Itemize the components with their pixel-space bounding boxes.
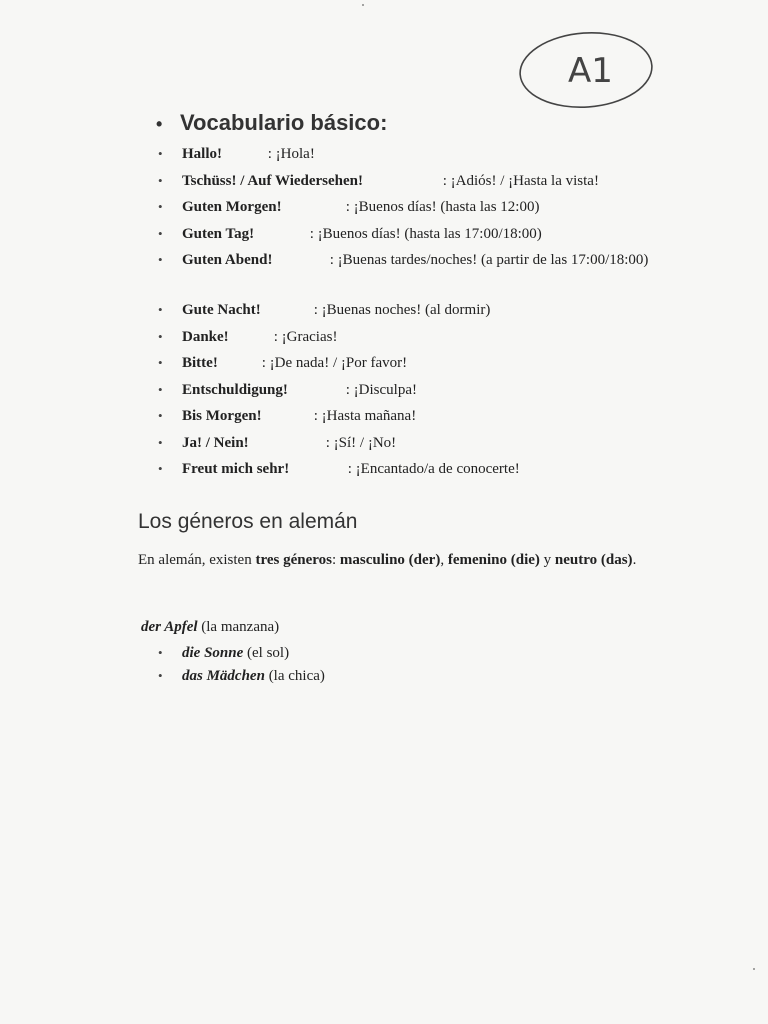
example-der xyxy=(141,619,279,636)
example-word: die Sonne xyxy=(182,645,244,661)
spanish-translation: : ¡Buenas tardes/noches! (a partir de las 17:00/18:00) xyxy=(329,252,649,268)
vocab-heading-text: Vocabulario básico: xyxy=(180,110,388,135)
german-term: Guten Morgen! xyxy=(182,199,282,215)
bullet-icon: • xyxy=(158,146,163,161)
german-term: Bitte! xyxy=(182,355,218,371)
spanish-translation: : ¡De nada! / ¡Por favor! xyxy=(261,355,408,371)
german-term: Guten Abend! xyxy=(182,252,273,268)
hand-drawn-circle-icon xyxy=(518,30,656,110)
bullet-icon: • xyxy=(158,668,163,683)
intro-text: , xyxy=(440,552,448,568)
bullet-icon: • xyxy=(158,172,163,188)
bullet-icon: • xyxy=(158,381,163,397)
spanish-translation: : ¡Buenos días! (hasta las 12:00) xyxy=(345,199,540,215)
scan-speck xyxy=(753,968,755,970)
vocab-heading xyxy=(156,110,387,136)
spanish-translation: : ¡Hasta mañana! xyxy=(313,408,417,424)
spanish-translation: : ¡Buenas noches! (al dormir) xyxy=(313,302,491,318)
genders-intro xyxy=(138,548,648,573)
example-word: der Apfel xyxy=(141,619,198,635)
level-badge-label: A1 xyxy=(568,51,613,91)
bullet-icon: • xyxy=(158,252,163,267)
level-badge xyxy=(518,30,656,110)
list-item xyxy=(156,326,676,353)
spanish-translation: : ¡Disculpa! xyxy=(345,381,417,398)
spanish-translation: : ¡Adiós! / ¡Hasta la vista! xyxy=(442,172,599,189)
german-term: Hallo! xyxy=(182,146,222,162)
spanish-translation: : ¡Encantado/a de conocerte! xyxy=(347,461,520,477)
example-meaning: (la manzana) xyxy=(197,619,280,635)
example-meaning: (el sol) xyxy=(243,645,290,661)
list-item xyxy=(156,143,676,170)
genders-heading: Los géneros en alemán xyxy=(138,510,358,533)
intro-bold: neutro (das) xyxy=(554,552,633,568)
example-list xyxy=(156,642,325,688)
intro-bold: masculino (der) xyxy=(339,552,441,568)
list-item xyxy=(156,223,676,250)
bullet-icon: • xyxy=(158,434,163,450)
german-term: Freut mich sehr! xyxy=(182,461,290,477)
bullet-icon: • xyxy=(158,461,163,476)
example-meaning: (la chica) xyxy=(264,668,325,684)
bullet-icon: • xyxy=(158,225,163,241)
bullet-icon: • xyxy=(158,328,163,344)
intro-text: . xyxy=(632,552,637,568)
bullet-icon: • xyxy=(156,114,163,134)
spanish-translation: : ¡Buenos días! (hasta las 17:00/18:00) xyxy=(309,225,542,242)
list-item xyxy=(156,249,676,299)
german-term: Danke! xyxy=(182,328,229,345)
list-item xyxy=(156,196,676,223)
german-term: Tschüss! / Auf Wiedersehen! xyxy=(182,172,364,189)
list-item xyxy=(156,458,676,485)
bullet-icon: • xyxy=(158,355,163,370)
list-item xyxy=(156,352,676,379)
intro-text: y xyxy=(539,552,555,568)
list-item xyxy=(156,170,676,197)
bullet-icon: • xyxy=(158,408,163,423)
german-term: Guten Tag! xyxy=(182,225,255,242)
list-item xyxy=(156,299,676,326)
list-item xyxy=(156,432,676,459)
bullet-icon: • xyxy=(158,645,163,660)
spanish-translation: : ¡Hola! xyxy=(267,146,315,162)
list-item xyxy=(156,642,325,665)
german-term: Bis Morgen! xyxy=(182,408,262,424)
list-item xyxy=(156,665,325,688)
intro-bold: femenino (die) xyxy=(447,552,540,568)
german-term: Ja! / Nein! xyxy=(182,434,249,451)
bullet-icon: • xyxy=(158,302,163,317)
spanish-translation: : ¡Sí! / ¡No! xyxy=(325,434,397,451)
intro-bold: tres géneros xyxy=(255,552,332,568)
spanish-translation: : ¡Gracias! xyxy=(273,328,338,345)
german-term: Gute Nacht! xyxy=(182,302,261,318)
intro-text: En alemán, existen xyxy=(138,552,256,568)
intro-text: : xyxy=(331,552,340,568)
german-term: Entschuldigung! xyxy=(182,381,288,398)
bullet-icon: • xyxy=(158,199,163,214)
list-item xyxy=(156,405,676,432)
vocab-list xyxy=(156,143,676,485)
scan-speck xyxy=(362,4,364,6)
example-word: das Mädchen xyxy=(182,668,265,684)
list-item xyxy=(156,379,676,406)
